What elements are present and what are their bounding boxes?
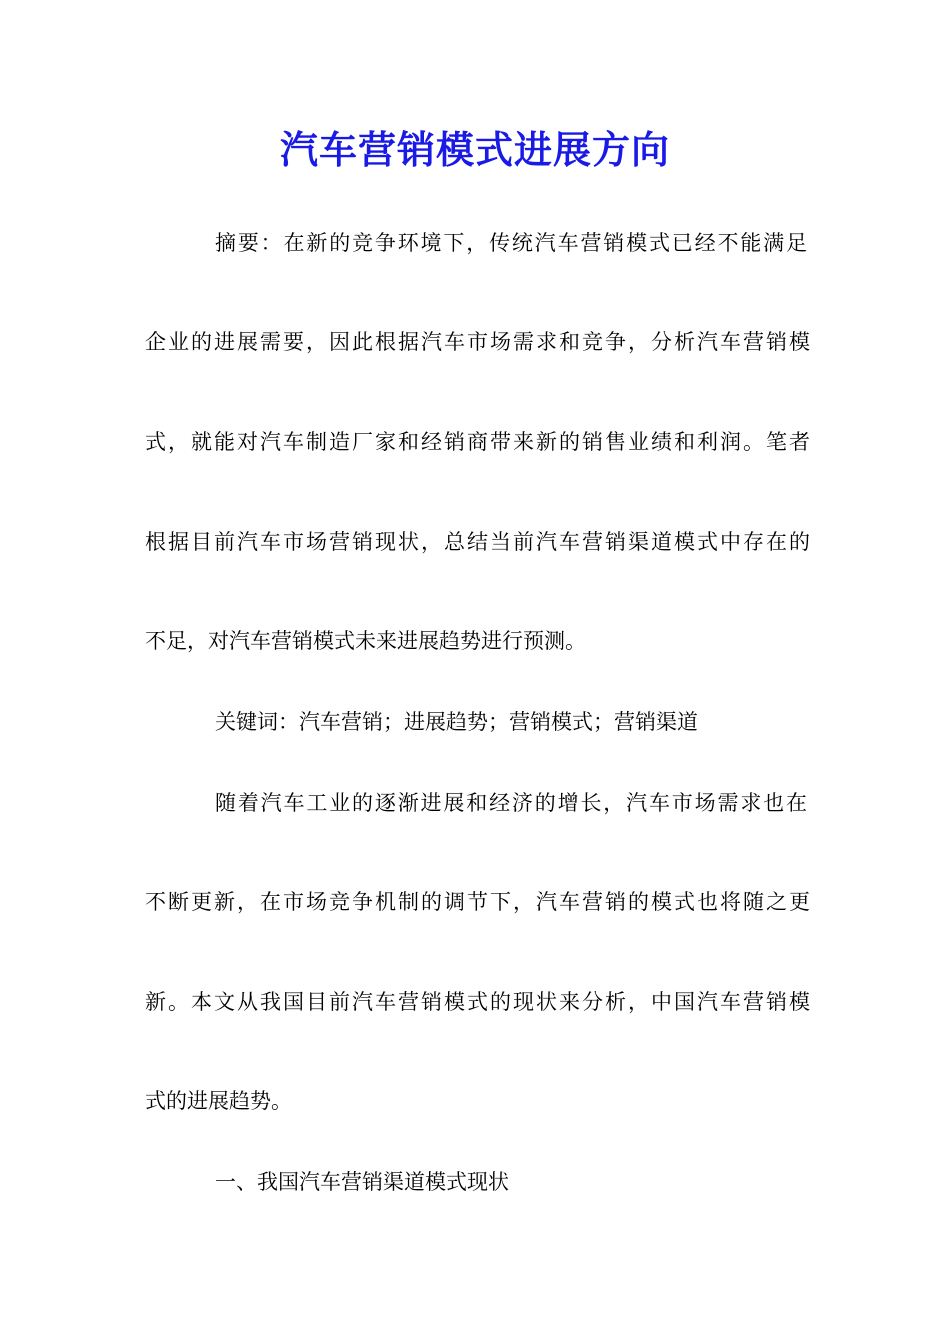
abstract-line-1: 摘要：在新的竞争环境下，传统汽车营销模式已经不能满足 [215,231,807,255]
intro-line-2: 不断更新，在市场竞争机制的调节下，汽车营销的模式也将随之更 [145,890,810,914]
section-heading: 一、我国汽车营销渠道模式现状 [215,1170,509,1194]
abstract-line-2: 企业的进展需要，因此根据汽车市场需求和竞争，分析汽车营销模 [145,330,810,354]
intro-line-3: 新。本文从我国目前汽车营销模式的现状来分析，中国汽车营销模 [145,990,810,1014]
intro-line-4: 式的进展趋势。 [145,1089,292,1113]
document-title: 汽车营销模式进展方向 [279,127,670,172]
abstract-line-3: 式，就能对汽车制造厂家和经销商带来新的销售业绩和利润。笔者 [145,430,810,454]
abstract-line-4: 根据目前汽车市场营销现状，总结当前汽车营销渠道模式中存在的 [145,530,810,554]
intro-line-1: 随着汽车工业的逐渐进展和经济的增长，汽车市场需求也在 [215,791,807,815]
keywords-line: 关键词：汽车营销；进展趋势；营销模式；营销渠道 [215,710,698,734]
abstract-line-5: 不足，对汽车营销模式未来进展趋势进行预测。 [145,629,586,653]
